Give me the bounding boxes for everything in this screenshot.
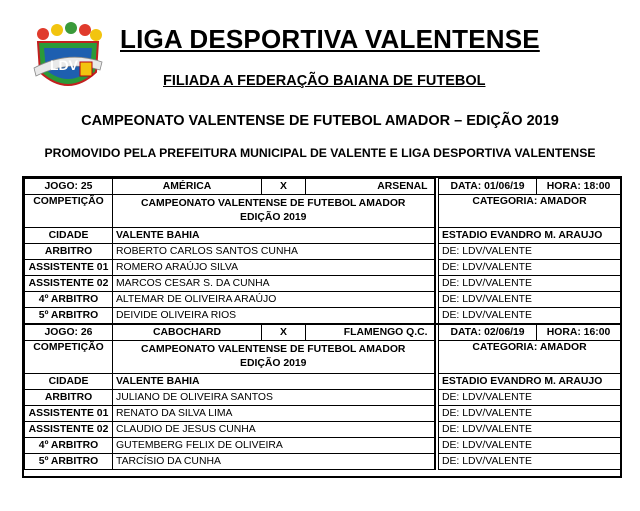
game-date: DATA: 02/06/19 (439, 324, 537, 341)
official-name: JULIANO DE OLIVEIRA SANTOS (113, 390, 435, 406)
ldv-crest-icon (30, 22, 106, 100)
page-title: LIGA DESPORTIVA VALENTENSE (120, 24, 540, 54)
competition-line-1: CAMPEONATO VALENTENSE DE FUTEBOL AMADOR (141, 198, 406, 209)
official-role: ARBITRO (25, 390, 113, 406)
official-role: 4º ARBITRO (25, 438, 113, 454)
city-value: VALENTE BAHIA (113, 374, 435, 390)
official-origin: DE: LDV/VALENTE (439, 454, 621, 470)
game-number: JOGO: 26 (25, 324, 113, 341)
home-team: CABOCHARD (113, 324, 262, 341)
official-row (25, 244, 621, 260)
city-value: VALENTE BAHIA (113, 228, 435, 244)
official-origin: DE: LDV/VALENTE (439, 308, 621, 325)
official-origin: DE: LDV/VALENTE (439, 244, 621, 260)
game-time: HORA: 16:00 (537, 324, 621, 341)
city-row (25, 228, 621, 244)
game-time: HORA: 18:00 (537, 179, 621, 195)
official-row (25, 260, 621, 276)
game-header-row (25, 324, 621, 341)
competition-row (25, 195, 621, 228)
official-origin: DE: LDV/VALENTE (439, 438, 621, 454)
official-origin: DE: LDV/VALENTE (439, 276, 621, 292)
official-name: ROMERO ARAÚJO SILVA (113, 260, 435, 276)
official-name: ALTEMAR DE OLIVEIRA ARAÚJO (113, 292, 435, 308)
official-row (25, 308, 621, 325)
official-origin: DE: LDV/VALENTE (439, 260, 621, 276)
away-team: FLAMENGO Q.C. (306, 324, 435, 341)
competition-line-1: CAMPEONATO VALENTENSE DE FUTEBOL AMADOR (141, 344, 406, 355)
stadium: ESTADIO EVANDRO M. ARAUJO (439, 374, 621, 390)
official-name: DEIVIDE OLIVEIRA RIOS (113, 308, 435, 325)
competition-name (113, 195, 435, 228)
official-role: ASSISTENTE 01 (25, 406, 113, 422)
game-number: JOGO: 25 (25, 179, 113, 195)
affiliation-line: FILIADA A FEDERAÇÃO BAIANA DE FUTEBOL (163, 73, 486, 89)
official-role: 5º ARBITRO (25, 454, 113, 470)
ldv-logo (30, 22, 106, 100)
competition-line-2: EDIÇÃO 2019 (240, 358, 307, 369)
official-name: GUTEMBERG FELIX DE OLIVEIRA (113, 438, 435, 454)
game-date: DATA: 01/06/19 (439, 179, 537, 195)
city-label: CIDADE (25, 374, 113, 390)
home-team: AMÉRICA (113, 179, 262, 195)
versus-mark: X (262, 179, 306, 195)
city-row (25, 374, 621, 390)
official-name: RENATO DA SILVA LIMA (113, 406, 435, 422)
official-role: ARBITRO (25, 244, 113, 260)
competition-label: COMPETIÇÃO (25, 341, 113, 374)
official-origin: DE: LDV/VALENTE (439, 390, 621, 406)
official-role: ASSISTENTE 02 (25, 276, 113, 292)
competition-name (113, 341, 435, 374)
official-row (25, 390, 621, 406)
official-origin: DE: LDV/VALENTE (439, 422, 621, 438)
away-team: ARSENAL (306, 179, 435, 195)
competition-line-2: EDIÇÃO 2019 (240, 212, 307, 223)
stadium: ESTADIO EVANDRO M. ARAUJO (439, 228, 621, 244)
category: CATEGORIA: AMADOR (439, 341, 621, 374)
official-row (25, 292, 621, 308)
championship-line: CAMPEONATO VALENTENSE DE FUTEBOL AMADOR – EDIÇÃO 2019 (81, 113, 559, 129)
official-name: TARCÍSIO DA CUNHA (113, 454, 435, 470)
promoter-line: PROMOVIDO PELA PREFEITURA MUNICIPAL DE VALENTE E LIGA DESPORTIVA VALENTENSE (44, 146, 596, 160)
official-role: ASSISTENTE 01 (25, 260, 113, 276)
official-role: 5º ARBITRO (25, 308, 113, 325)
competition-label: COMPETIÇÃO (25, 195, 113, 228)
official-row (25, 438, 621, 454)
versus-mark: X (262, 324, 306, 341)
match-schedule-table (24, 178, 621, 470)
category: CATEGORIA: AMADOR (439, 195, 621, 228)
official-name: ROBERTO CARLOS SANTOS CUNHA (113, 244, 435, 260)
logo-text: LDV (50, 57, 78, 73)
city-label: CIDADE (25, 228, 113, 244)
official-origin: DE: LDV/VALENTE (439, 292, 621, 308)
game-header-row (25, 179, 621, 195)
official-row (25, 454, 621, 470)
official-name: CLAUDIO DE JESUS CUNHA (113, 422, 435, 438)
competition-row (25, 341, 621, 374)
official-row (25, 406, 621, 422)
official-origin: DE: LDV/VALENTE (439, 406, 621, 422)
official-row (25, 422, 621, 438)
official-role: 4º ARBITRO (25, 292, 113, 308)
official-name: MARCOS CESAR S. DA CUNHA (113, 276, 435, 292)
official-role: ASSISTENTE 02 (25, 422, 113, 438)
official-row (25, 276, 621, 292)
